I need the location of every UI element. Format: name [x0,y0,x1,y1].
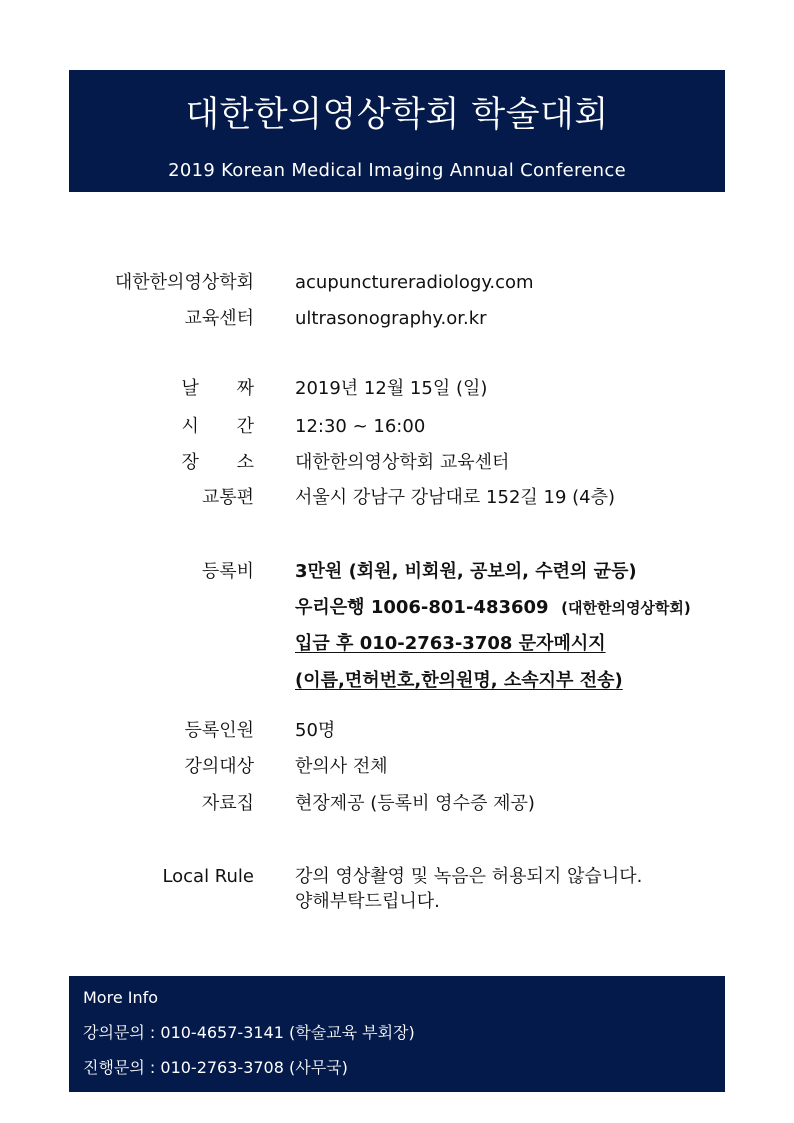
transport-label: 교통편 [201,487,254,508]
audience-label: 강의대상 [184,756,254,777]
bank-account-number: 우리은행 1006-801-483609 [295,597,549,618]
capacity-value: 50명 [295,720,336,741]
info-row-audience [0,752,794,782]
materials-label: 자료집 [201,793,254,814]
info-row-local-rule-2 [0,887,794,917]
more-info-footer [69,976,725,1092]
place-label: 장 소 [181,452,270,473]
transport-value: 서울시 강남구 강남대로 152길 19 (4층) [295,487,616,508]
info-row-time [0,412,794,442]
more-info-title: More Info [83,988,159,1007]
local-rule-line-1: 강의 영상촬영 및 녹음은 허용되지 않습니다. [295,866,643,887]
info-row-bank [0,593,794,623]
local-rule-label: Local Rule [162,866,254,887]
page-subtitle: 2019 Korean Medical Imaging Annual Conference [168,160,626,181]
audience-value: 한의사 전체 [295,756,388,777]
send-info-instruction: (이름,면허번호,한의원명, 소속지부 전송) [295,670,623,691]
time-value: 12:30 ~ 16:00 [295,416,426,437]
progress-inquiry: 진행문의 : 010-2763-3708 (사무국) [83,1058,348,1077]
lecture-inquiry: 강의문의 : 010-4657-3141 (학술교육 부회장) [83,1023,415,1042]
place-value: 대한한의영상학회 교육센터 [295,452,510,473]
info-row-society [0,268,794,298]
materials-value: 현장제공 (등록비 영수증 제공) [295,793,535,814]
info-row-capacity [0,716,794,746]
info-row-transport [0,483,794,513]
info-row-education-center [0,304,794,334]
info-row-registration-fee [0,557,794,587]
capacity-label: 등록인원 [184,720,254,741]
time-label: 시 간 [181,416,270,437]
society-website-link[interactable]: acupunctureradiology.com [295,272,534,293]
deposit-instruction: 입금 후 010-2763-3708 문자메시지 [295,633,606,654]
education-center-website-link[interactable]: ultrasonography.or.kr [295,308,487,329]
bank-account [295,593,691,623]
registration-fee-label: 등록비 [201,561,254,582]
bank-account-holder: (대한한의영상학회) [561,599,691,617]
registration-fee-value: 3만원 (회원, 비회원, 공보의, 수련의 균등) [295,561,637,582]
date-value: 2019년 12월 15일 (일) [295,378,488,399]
info-row-send-info [0,666,794,696]
info-row-date [0,374,794,404]
date-label: 날 짜 [181,378,270,399]
info-row-materials [0,789,794,819]
info-row-deposit [0,629,794,659]
info-row-place [0,448,794,478]
education-center-label: 교육센터 [184,308,254,329]
society-label: 대한한의영상학회 [114,272,254,293]
header-banner [69,70,725,192]
local-rule-line-2: 양해부탁드립니다. [295,891,440,912]
page-title: 대한한의영상학회 학술대회 [185,95,609,135]
